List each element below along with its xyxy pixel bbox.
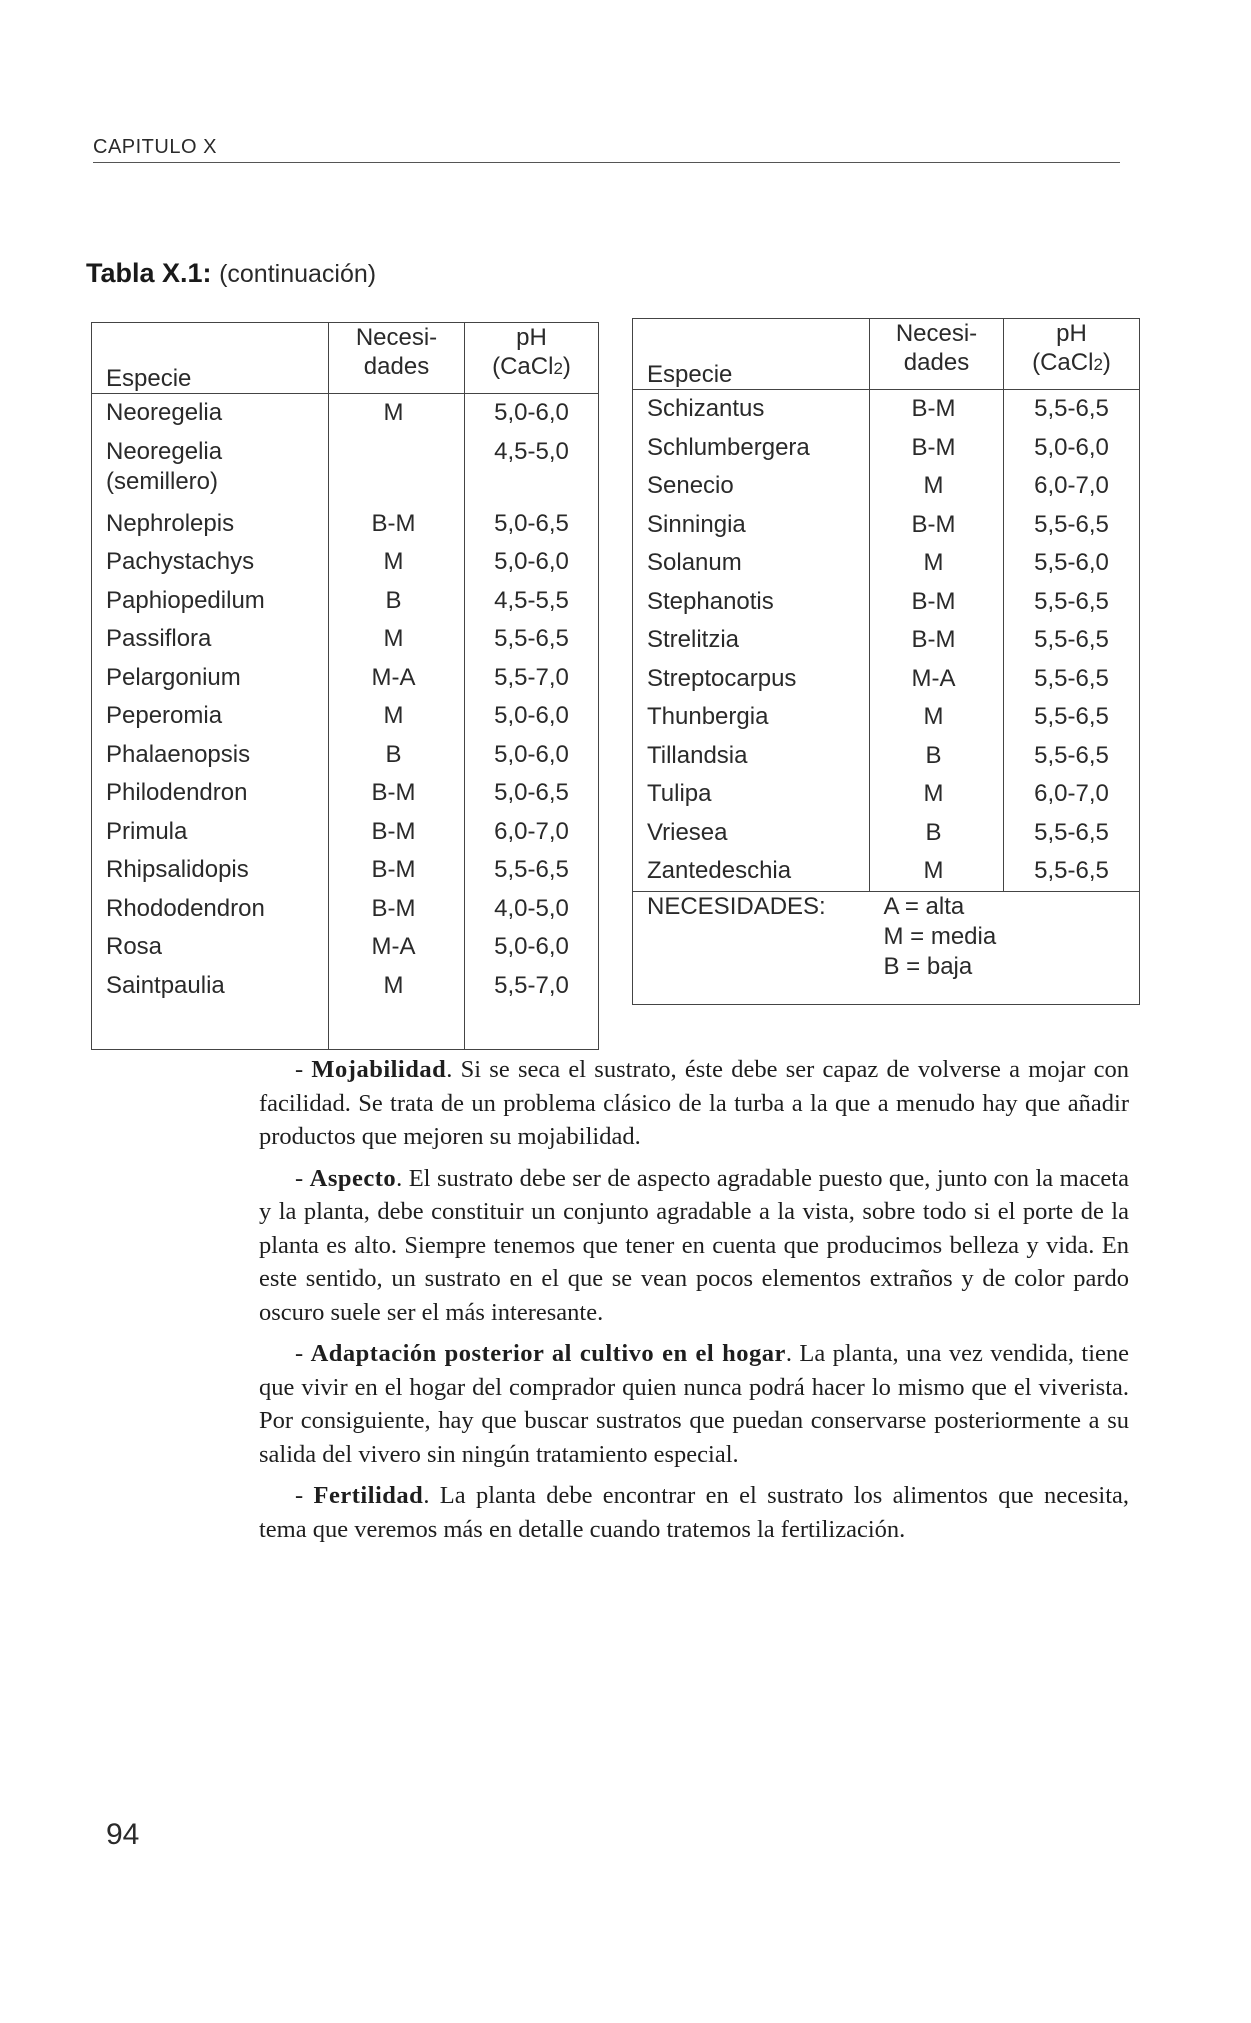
needs-cell: B-M	[329, 851, 465, 890]
table-row	[92, 505, 599, 544]
species-cell: Pachystachys	[106, 548, 255, 575]
needs-cell: B	[870, 814, 1004, 853]
species-cell: Neoregelia (semillero)	[106, 437, 223, 495]
ph-cell: 5,5-6,5	[1004, 698, 1140, 737]
needs-cell: B-M	[870, 621, 1004, 660]
left-table-body	[92, 394, 599, 1050]
table-bottom-padding	[92, 1005, 599, 1050]
legend-alta: A = alta	[883, 892, 965, 920]
table-row	[92, 543, 599, 582]
needs-cell: B-M	[870, 583, 1004, 622]
paragraph: - Adaptación posterior al cultivo en el hogar. La planta, una vez vendida, tiene que vivir en el hogar del comprador quien nunca podrá hacer lo mismo que el viverista. Por consiguiente, hay que buscar sustratos que puedan conservarse posteriormente a su salida del vivero sin ningún tratamiento especial.	[259, 1340, 1130, 1468]
needs-cell: M	[870, 698, 1004, 737]
species-header: Especie	[92, 323, 329, 394]
page-number: 94	[106, 1818, 140, 1851]
legend-values	[870, 891, 1140, 1004]
needs-cell: B-M	[329, 774, 465, 813]
table-caption	[86, 258, 376, 289]
ph-cell: 5,0-6,5	[465, 774, 599, 813]
legend-title: NECESIDADES:	[633, 891, 870, 1004]
species-cell: Streptocarpus	[647, 664, 797, 692]
table-row	[92, 736, 599, 775]
species-cell: Phalaenopsis	[106, 740, 251, 768]
ph-cell: 5,0-6,0	[1004, 429, 1140, 468]
needs-cell: B	[329, 582, 465, 621]
needs-cell: M	[870, 775, 1004, 814]
legend-media: M = media	[883, 922, 997, 950]
legend-baja: B = baja	[883, 952, 973, 980]
ph-cell: 5,5-7,0	[465, 659, 599, 698]
left-table	[91, 322, 599, 1050]
needs-cell	[329, 433, 465, 505]
needs-cell: B-M	[329, 890, 465, 929]
paragraph-text: La planta, una vez vendida, tiene que vivir en el hogar del comprador quien nunca podrá hacer lo mismo que el viverista. Por consiguiente, hay que buscar sustratos que puedan conservarse posteriormente a su salida del vivero sin ningún tratamiento especial.	[259, 1340, 1130, 1468]
species-cell: Rosa	[106, 933, 163, 960]
ph-cell: 5,0-6,0	[465, 697, 599, 736]
species-cell: Passiflora	[106, 625, 212, 652]
paragraph: - Fertilidad. La planta debe encontrar en el sustrato los alimentos que necesita, tema que veremos más en detalle cuando tratemos la fertilización.	[259, 1482, 1130, 1543]
ph-cell: 5,0-6,5	[465, 505, 599, 544]
ph-header: pH (CaCl2)	[1004, 319, 1140, 390]
ph-cell: 6,0-7,0	[1004, 467, 1140, 506]
needs-cell: B	[329, 736, 465, 775]
table-row	[92, 697, 599, 736]
ph-header-unit: (CaCl2)	[1032, 349, 1111, 376]
table-row	[633, 429, 1140, 468]
paragraph-term: Adaptación posterior al cultivo en el hogar	[310, 1340, 786, 1367]
species-cell: Senecio	[647, 472, 734, 499]
table-row	[633, 506, 1140, 545]
table-row	[633, 544, 1140, 583]
ph-cell: 5,5-6,5	[1004, 506, 1140, 545]
ph-cell: 6,0-7,0	[1004, 775, 1140, 814]
species-cell: Sinningia	[647, 510, 746, 538]
ph-cell: 5,0-6,0	[465, 928, 599, 967]
ph-cell: 5,5-6,0	[1004, 544, 1140, 583]
species-cell: Vriesea	[647, 818, 728, 846]
needs-cell: M	[870, 544, 1004, 583]
needs-cell: M-A	[870, 660, 1004, 699]
table-row	[633, 775, 1140, 814]
table-row	[92, 620, 599, 659]
table-row	[92, 813, 599, 852]
table-row	[633, 583, 1140, 622]
table-row	[633, 698, 1140, 737]
needs-header: Necesi- dades	[870, 319, 1004, 390]
table-continuation: (continuación)	[219, 260, 377, 288]
needs-cell: B-M	[870, 429, 1004, 468]
paragraph: - Mojabilidad. Si se seca el sustrato, éste debe ser capaz de volverse a mojar con facilidad. Se trata de un problema clásico de la turba a la que a menudo hay que añadir productos que mejoren su mojabilidad.	[259, 1056, 1129, 1150]
ph-cell: 4,0-5,0	[465, 890, 599, 929]
needs-header: Necesi- dades	[329, 323, 465, 394]
species-cell: Neoregelia	[106, 399, 223, 426]
right-table-header	[633, 319, 1140, 390]
right-table-body	[633, 390, 1140, 892]
chapter-header	[93, 136, 1120, 163]
table-row	[92, 890, 599, 929]
table-row	[633, 814, 1140, 853]
ph-header: pH (CaCl2)	[465, 323, 599, 394]
table-row	[92, 582, 599, 621]
species-cell: Zantedeschia	[647, 857, 792, 884]
ph-cell: 5,0-6,0	[465, 543, 599, 582]
species-cell: Solanum	[647, 549, 742, 576]
needs-cell: M-A	[329, 928, 465, 967]
chapter-title: CAPITULO X	[93, 136, 217, 158]
ph-cell: 5,5-7,0	[465, 967, 599, 1006]
right-table	[632, 318, 1140, 1005]
species-cell: Thunbergia	[647, 703, 769, 730]
species-cell: Saintpaulia	[106, 971, 225, 999]
species-cell: Pelargonium	[106, 663, 241, 691]
ph-cell: 6,0-7,0	[465, 813, 599, 852]
needs-cell: B-M	[870, 506, 1004, 545]
species-cell: Primula	[106, 817, 188, 845]
ph-cell: 5,5-6,5	[1004, 852, 1140, 891]
table-row	[633, 852, 1140, 891]
species-cell: Strelitzia	[647, 626, 740, 653]
species-cell: Rhododendron	[106, 894, 265, 922]
ph-header-unit: (CaCl2)	[492, 353, 571, 380]
needs-cell: M	[329, 620, 465, 659]
paragraph-text: Si se seca el sustrato, éste debe ser capaz de volverse a mojar con facilidad. Se trata de un problema clásico de la turba a la que a menudo hay que añadir productos que mejoren su mojabilidad.	[259, 1056, 1129, 1150]
needs-cell: M	[870, 467, 1004, 506]
table-row	[92, 774, 599, 813]
species-cell: Stephanotis	[647, 587, 774, 615]
needs-cell: B	[870, 737, 1004, 776]
ph-cell: 4,5-5,5	[465, 582, 599, 621]
ph-cell: 5,5-6,5	[1004, 621, 1140, 660]
species-header: Especie	[633, 319, 870, 390]
table-row	[633, 737, 1140, 776]
species-cell: Philodendron	[106, 779, 248, 806]
paragraph-term: Aspecto	[309, 1164, 397, 1192]
table-row	[633, 621, 1140, 660]
ph-cell: 5,5-6,5	[1004, 660, 1140, 699]
table-row	[92, 659, 599, 698]
table-row	[633, 660, 1140, 699]
species-cell: Tulipa	[647, 780, 712, 807]
species-cell: Paphiopedilum	[106, 586, 265, 614]
species-cell: Tillandsia	[647, 741, 748, 769]
table-row	[633, 467, 1140, 506]
species-cell: Schizantus	[647, 395, 765, 422]
table-row	[633, 390, 1140, 429]
left-table-header	[92, 323, 599, 394]
table-row	[92, 967, 599, 1006]
ph-cell: 5,5-6,5	[465, 620, 599, 659]
needs-legend	[633, 891, 1140, 1004]
needs-cell: B-M	[329, 813, 465, 852]
table-row	[92, 433, 599, 505]
species-cell: Schlumbergera	[647, 433, 810, 461]
table-label: Tabla X.1:	[86, 258, 212, 288]
ph-cell: 5,0-6,0	[465, 736, 599, 775]
ph-cell: 4,5-5,0	[465, 433, 599, 505]
needs-cell: B-M	[870, 390, 1004, 429]
paragraph: - Aspecto. El sustrato debe ser de aspecto agradable puesto que, junto con la maceta y la planta, debe constituir un conjunto agradable a la vista, sobre todo si el porte de la planta es alto. Siempre tenemos que tener en cuenta que producimos belleza y vida. En este sentido, un sustrato en el que se vean pocos elementos extraños y de color pardo oscuro suele ser el más interesante.	[259, 1164, 1129, 1326]
needs-cell: M	[329, 697, 465, 736]
ph-cell: 5,5-6,5	[1004, 814, 1140, 853]
ph-cell: 5,5-6,5	[1004, 737, 1140, 776]
table-row	[92, 851, 599, 890]
paragraph-text: El sustrato debe ser de aspecto agradable puesto que, junto con la maceta y la planta, debe constituir un conjunto agradable a la vista, sobre todo si el porte de la planta es alto. Siempre tenemos que tener en cuenta que producimos belleza y vida. En este sentido, un sustrato en el que se vean pocos elementos extraños y de color pardo oscuro suele ser el más interesante.	[259, 1164, 1129, 1326]
species-cell: Peperomia	[106, 702, 223, 729]
species-cell: Rhipsalidopis	[106, 856, 249, 883]
body-text	[259, 1053, 1129, 1554]
table-row	[92, 394, 599, 433]
paragraph-term: Mojabilidad	[311, 1056, 447, 1083]
needs-cell: M	[329, 543, 465, 582]
paragraph-term: Fertilidad	[313, 1482, 424, 1509]
needs-cell: B-M	[329, 505, 465, 544]
ph-cell: 5,5-6,5	[465, 851, 599, 890]
ph-cell: 5,5-6,5	[1004, 583, 1140, 622]
needs-cell: M	[329, 394, 465, 433]
table-row	[92, 928, 599, 967]
needs-cell: M	[870, 852, 1004, 891]
needs-cell: M-A	[329, 659, 465, 698]
ph-cell: 5,0-6,0	[465, 394, 599, 433]
needs-cell: M	[329, 967, 465, 1006]
paragraph-text: La planta debe encontrar en el sustrato los alimentos que necesita, tema que veremos más en detalle cuando tratemos la fertilización.	[259, 1482, 1130, 1543]
species-cell: Nephrolepis	[106, 509, 235, 537]
ph-cell: 5,5-6,5	[1004, 390, 1140, 429]
